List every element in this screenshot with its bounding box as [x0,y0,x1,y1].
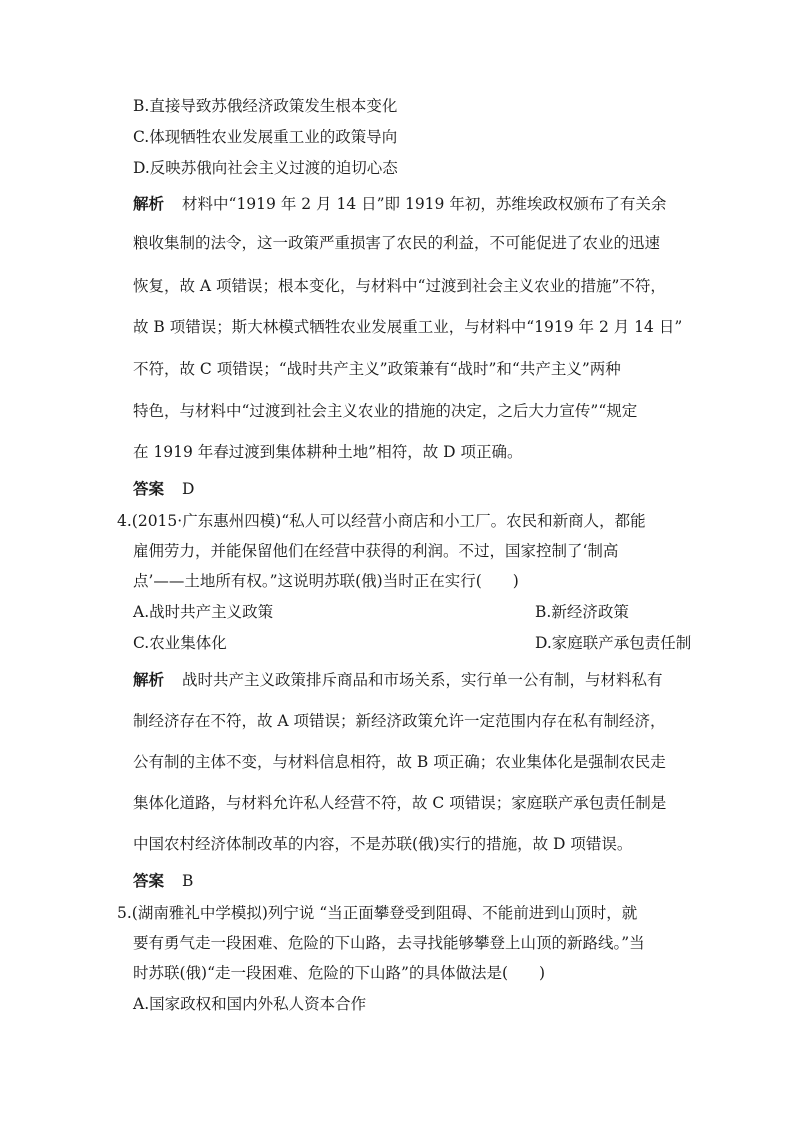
q4-analysis-line-1 [133,670,663,690]
q3-answer-label: 答案 [133,480,165,498]
q4-analysis-line-3: 公有制的主体不变，与材料信息相符，故 B 项正确；农业集体化是强制农民走 [133,753,666,771]
q4-answer [133,871,193,891]
q4-answer-value: B [182,872,194,890]
q3-analysis-line-5: 不符，故 C 项错误；“战时共产主义”政策兼有“战时”和“共产主义”两种 [133,360,621,378]
q4-analysis-label: 解析 [133,671,165,689]
q4-option-row-1 [133,602,629,622]
q3-answer [133,479,194,499]
q3-answer-value: D [182,480,195,498]
q4-option-c: C.农业集体化 [133,634,227,652]
q4-analysis-text-1: 战时共产主义政策排斥商品和市场关系，实行单一公有制，与材料私有 [182,671,663,689]
q4-option-b: B.新经济政策 [535,603,629,621]
q3-option-b: B.直接导致苏俄经济政策发生根本变化 [133,97,398,115]
q4-option-a: A.战时共产主义政策 [133,603,274,621]
q3-option-d: D.反映苏俄向社会主义过渡的迫切心态 [133,159,398,177]
q3-analysis-line-3: 恢复，故 A 项错误；根本变化，与材料中“过渡到社会主义农业的措施”不符， [133,277,666,295]
q5-option-a: A.国家政权和国内外私人资本合作 [133,995,367,1013]
q3-analysis-text-1: 材料中“1919 年 2 月 14 日”即 1919 年初，苏维埃政权颁布了有关余 [182,195,667,213]
q5-stem-line-1: 5.(湖南雅礼中学模拟)列宁说 “当正面攀登受到阻碍、不能前进到山顶时，就 [117,904,638,922]
q3-analysis-line-2: 粮收集制的法令，这一政策严重损害了农民的利益，不可能促进了农业的迅速 [133,234,661,252]
q4-answer-label: 答案 [133,872,165,890]
q4-stem-line-1: 4.(2015·广东惠州四模)“私人可以经营小商店和小工厂。农民和新商人，都能 [117,512,646,530]
q5-stem-line-2: 要有勇气走一段困难、危险的下山路，去寻找能够攀登上山顶的新路线。”当 [133,934,645,952]
q4-option-row-2 [133,633,692,653]
q4-option-d: D.家庭联产承包责任制 [535,634,692,652]
q3-analysis-line-1 [133,194,666,214]
q5-stem-line-3: 时苏联(俄)“走一段困难、危险的下山路”的具体做法是( ) [133,964,546,982]
q3-option-c: C.体现牺牲农业发展重工业的政策导向 [133,128,398,146]
q4-analysis-line-5: 中国农村经济体制改革的内容，不是苏联(俄)实行的措施，故 D 项错误。 [133,835,633,853]
q4-stem-line-2: 雇佣劳力，并能保留他们在经营中获得的利润。不过，国家控制了‘制高 [133,542,619,560]
q3-analysis-line-4: 故 B 项错误；斯大林模式牺牲农业发展重工业，与材料中“1919 年 2 月 14 日” [133,318,683,336]
q4-analysis-line-4: 集体化道路，与材料允许私人经营不符，故 C 项错误；家庭联产承包责任制是 [133,794,667,812]
q4-analysis-line-2: 制经济存在不符，故 A 项错误；新经济政策允许一定范围内存在私有制经济， [133,712,666,730]
q3-analysis-line-7: 在 1919 年春过渡到集体耕种土地”相符，故 D 项正确。 [133,443,523,461]
q4-stem-line-3: 点’——土地所有权。”这说明苏联(俄)当时正在实行( ) [133,572,519,590]
q3-analysis-label: 解析 [133,195,165,213]
q3-analysis-line-6: 特色，与材料中“过渡到社会主义农业的措施的决定，之后大力宣传”“规定 [133,402,638,420]
